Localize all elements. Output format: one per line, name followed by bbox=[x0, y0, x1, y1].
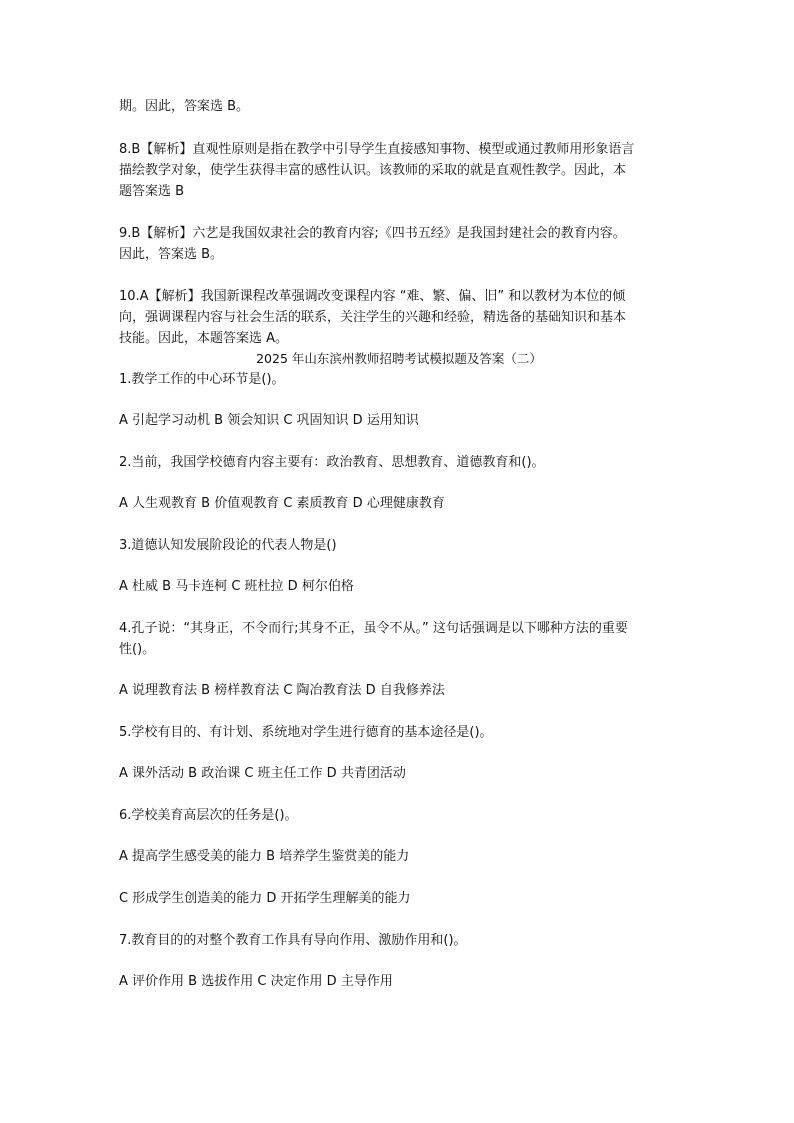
question-4-options: A 说理教育法 B 榜样教育法 C 陶冶教育法 D 自我修养法 bbox=[119, 683, 445, 698]
answer-8-line-2: 描绘教学对象，使学生获得丰富的感性认识。该教师的采取的就是直观性教学。因此，本 bbox=[119, 163, 627, 178]
question-6-options-2: C 形成学生创造美的能力 D 开拓学生理解美的能力 bbox=[119, 891, 411, 906]
question-4-line-2: 性()。 bbox=[119, 642, 156, 657]
question-6: 6.学校美育高层次的任务是()。 bbox=[119, 808, 298, 823]
question-4-line-1: 4.孔子说：“其身正，不令而行;其身不正，虽令不从。” 这句话强调是以下哪种方法的重要 bbox=[119, 621, 628, 636]
answer-9-line-1: 9.B【解析】六艺是我国奴隶社会的教育内容;《四书五经》是我国封建社会的教育内容。 bbox=[119, 226, 626, 241]
question-2-options: A 人生观教育 B 价值观教育 C 素质教育 D 心理健康教育 bbox=[119, 496, 445, 511]
question-1: 1.教学工作的中心环节是()。 bbox=[119, 372, 285, 387]
answer-7-tail: 期。因此，答案选 B。 bbox=[119, 99, 250, 114]
question-3-options: A 杜威 B 马卡连柯 C 班杜拉 D 柯尔伯格 bbox=[119, 579, 354, 594]
question-7: 7.教育目的的对整个教育工作具有导向作用、激励作用和()。 bbox=[119, 933, 467, 948]
question-5-options: A 课外活动 B 政治课 C 班主任工作 D 共青团活动 bbox=[119, 766, 406, 781]
question-7-options: A 评价作用 B 选拔作用 C 决定作用 D 主导作用 bbox=[119, 974, 393, 989]
question-5: 5.学校有目的、有计划、系统地对学生进行德育的基本途径是()。 bbox=[119, 725, 493, 740]
question-6-options-1: A 提高学生感受美的能力 B 培养学生鉴赏美的能力 bbox=[119, 849, 410, 864]
answer-10-line-1: 10.A【解析】我国新课程改革强调改变课程内容 “难、繁、偏、旧” 和以教材为本位的倾 bbox=[119, 289, 626, 304]
question-3: 3.道德认知发展阶段论的代表人物是() bbox=[119, 538, 337, 553]
answer-10-line-3: 技能。因此，本题答案选 A。 bbox=[119, 331, 289, 346]
question-1-options: A 引起学习动机 B 领会知识 C 巩固知识 D 运用知识 bbox=[119, 413, 419, 428]
question-2: 2.当前，我国学校德育内容主要有：政治教育、思想教育、道德教育和()。 bbox=[119, 455, 545, 470]
answer-8-line-1: 8.B【解析】直观性原则是指在教学中引导学生直接感知事物、模型或通过教师用形象语言 bbox=[119, 142, 635, 157]
answer-8-line-3: 题答案选 B bbox=[119, 184, 185, 199]
section-title: 2025 年山东滨州教师招聘考试模拟题及答案（二） bbox=[256, 351, 542, 366]
answer-9-line-2: 因此，答案选 B。 bbox=[119, 247, 224, 262]
answer-10-line-2: 向，强调课程内容与社会生活的联系，关注学生的兴趣和经验，精选备的基础知识和基本 bbox=[119, 310, 627, 325]
